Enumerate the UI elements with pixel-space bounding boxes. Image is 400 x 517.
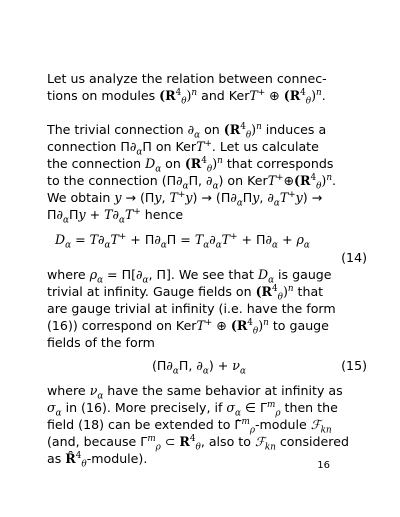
text-line: (and, because $\Gamma^m_\rho$ ⊂ $R^4_\theta$, also to ℱ$_{kn}$ considered — [47, 433, 349, 453]
text-line: where $\rho_\alpha = \Pi[\partial_\alpha$, Π]. We see that $D_\alpha$ is gauge — [47, 267, 332, 286]
page-number: 16 — [317, 460, 330, 471]
text-line: the connection $D_\alpha$ on $(R^4_\theta)^n$ that corresponds — [47, 155, 334, 175]
equation-14: $D_\alpha = T\partial_\alpha T^+ + \Pi\partial_\alpha\Pi = T_\alpha\partial_\alpha T^+ + \Pi\partial_\alpha + \rho_\alpha$ — [55, 231, 310, 251]
text-line: $\sigma_\alpha$ in (16). More precisely, if $\sigma_\alpha$ ∈ $\Gamma^m_\rho$ then the — [47, 399, 338, 419]
text-line: where $\nu_\alpha$ have the same behavior at infinity as — [47, 383, 343, 402]
text-line: fields of the form — [47, 335, 155, 350]
text-line: connection $\Pi\partial_\alpha\Pi$ on KerT+. Let us calculate — [47, 138, 319, 158]
equation-number: (15) — [341, 358, 367, 373]
equation-number: (14) — [341, 250, 367, 265]
text-line: We obtain y → (Πy, $T^+y) \to (\Pi\partial_\alpha\Pi y$, $\partial_\alpha T^+y$) → — [47, 189, 323, 209]
text-line: $\Pi\partial_\alpha\Pi y + T\partial_\alpha T^+$ hence — [47, 206, 184, 226]
text-line: field (18) can be extended to Γ̂$^m_\rho$-module ℱ$_{kn}$ — [47, 416, 332, 436]
text-line: as R̂$^4_\theta$-module). — [47, 450, 148, 470]
text-line: to the connection ($\Pi\partial_\alpha\Pi$, $\partial_\alpha$) on $KerT^+\oplus(R^4_\theta)^n$. — [47, 172, 337, 192]
text-line: tions on modules $(R^4_\theta)^n$ and KerT+ ⊕ $(R^4_\theta)^n$. — [47, 87, 326, 107]
text-line: The trivial connection $\partial_\alpha$ on $(R^4_\theta)^n$ induces a — [47, 121, 327, 141]
text-line: are gauge trivial at infinity (i.e. have the form — [47, 301, 336, 316]
text-line: (16)) correspond on KerT+ ⊕ $(R^4_\theta)^n$ to gauge — [47, 317, 329, 337]
text-line: Let us analyze the relation between connec- — [47, 71, 327, 86]
text-line: trivial at infinity. Gauge fields on $(R^4_\theta)^n$ that — [47, 283, 324, 303]
equation-15: ($\Pi\partial_\alpha\Pi$, $\partial_\alpha) + \nu_\alpha$ — [152, 358, 246, 377]
